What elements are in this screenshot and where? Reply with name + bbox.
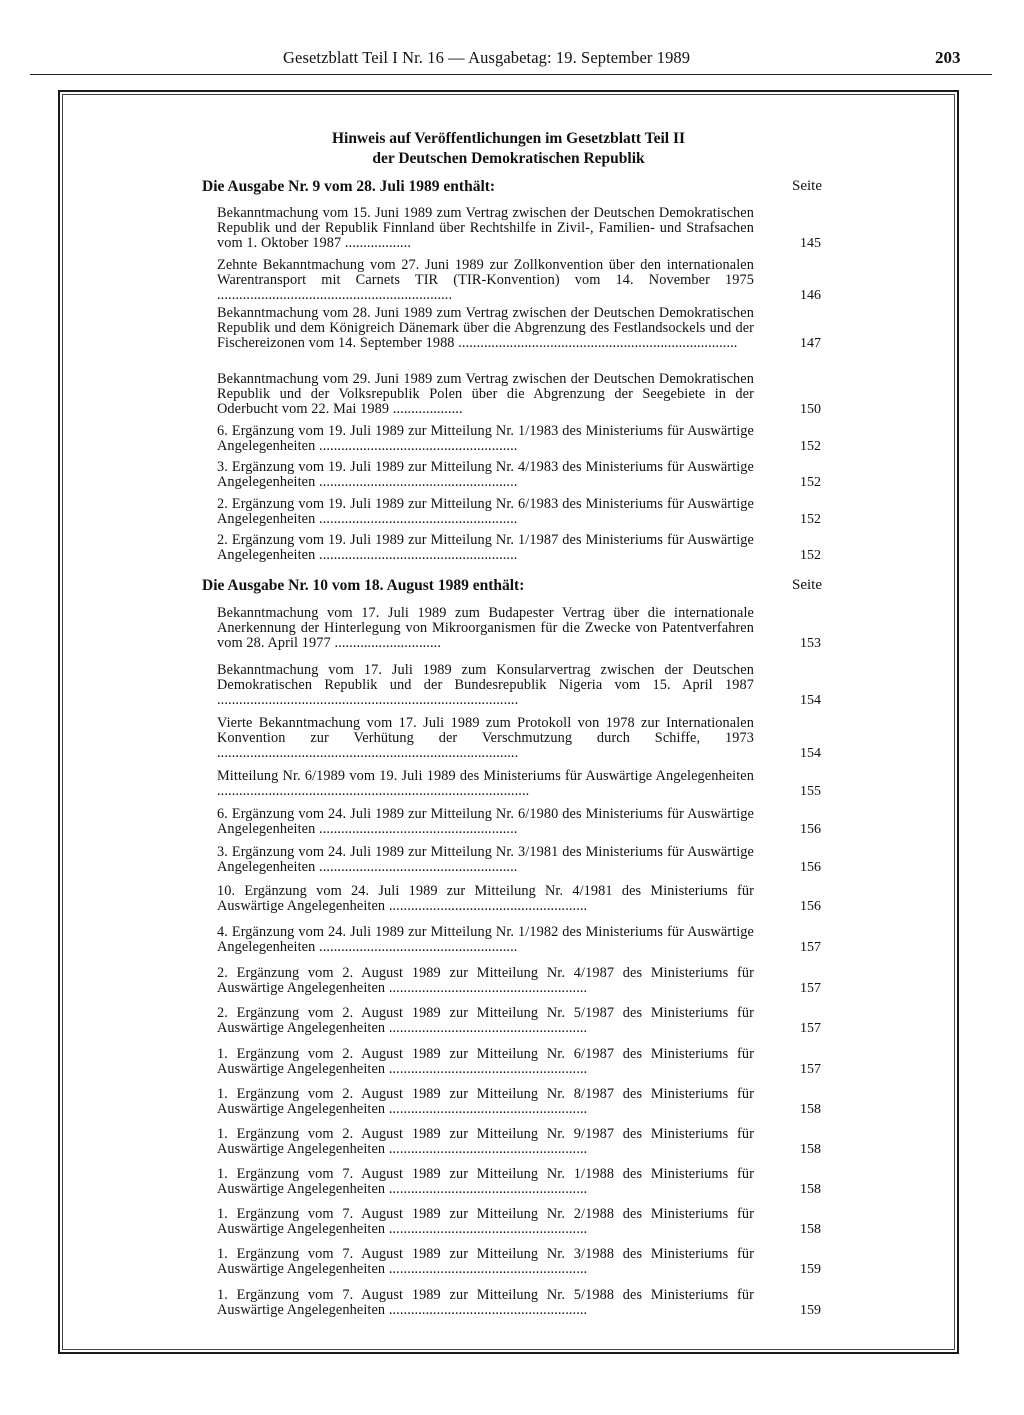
entry-text: 1. Ergänzung vom 7. August 1989 zur Mitteilung Nr. 1/1988 des Ministeriums für Auswärtige Angelegenheiten ...................................................... bbox=[217, 1166, 754, 1198]
list-item bbox=[217, 1047, 825, 1077]
entry-text: 2. Ergänzung vom 19. Juli 1989 zur Mitteilung Nr. 6/1983 des Ministeriums für Auswärtige Angelegenheiten ...................................................... bbox=[217, 496, 754, 528]
entry-page: 152 bbox=[800, 439, 821, 455]
issue-heading-text: Die Ausgabe Nr. 10 vom 18. August 1989 enthält: bbox=[202, 577, 525, 594]
entry-page: 153 bbox=[800, 636, 821, 652]
list-item bbox=[217, 258, 825, 304]
page-column-label: Seite bbox=[792, 577, 822, 593]
list-item bbox=[217, 966, 825, 996]
entry-page: 156 bbox=[800, 822, 821, 838]
notice-title: Hinweis auf Veröffentlichungen im Gesetzblatt Teil II bbox=[331, 130, 686, 147]
entry-page: 158 bbox=[800, 1182, 821, 1198]
list-item bbox=[217, 306, 825, 352]
list-item bbox=[217, 925, 825, 955]
entry-text: 1. Ergänzung vom 2. August 1989 zur Mitteilung Nr. 9/1987 des Ministeriums für Auswärtige Angelegenheiten ...................................................... bbox=[217, 1126, 754, 1158]
list-item bbox=[217, 884, 825, 914]
entry-page: 156 bbox=[800, 860, 821, 876]
entry-page: 152 bbox=[800, 475, 821, 491]
entry-text: 2. Ergänzung vom 19. Juli 1989 zur Mitteilung Nr. 1/1987 des Ministeriums für Auswärtige Angelegenheiten ...................................................... bbox=[217, 532, 754, 564]
list-item bbox=[217, 1288, 825, 1318]
list-item bbox=[217, 663, 825, 709]
list-item bbox=[217, 424, 825, 454]
entry-text: Vierte Bekanntmachung vom 17. Juli 1989 zum Protokoll von 1978 zur Internationalen Konvention zur Verhütung der Verschmutzung durch Schiffe, 1973 .................................................................................. bbox=[217, 715, 754, 762]
issue-heading-text: Die Ausgabe Nr. 9 vom 28. Juli 1989 enthält: bbox=[202, 178, 496, 195]
list-item bbox=[217, 533, 825, 563]
list-item bbox=[217, 1127, 825, 1157]
entry-page: 154 bbox=[800, 746, 821, 762]
entry-page: 157 bbox=[800, 981, 821, 997]
entry-page: 152 bbox=[800, 548, 821, 564]
page-column-label: Seite bbox=[792, 178, 822, 194]
entry-page: 145 bbox=[800, 236, 821, 252]
entry-text: 1. Ergänzung vom 2. August 1989 zur Mitteilung Nr. 6/1987 des Ministeriums für Auswärtige Angelegenheiten ...................................................... bbox=[217, 1046, 754, 1078]
issue-heading bbox=[202, 577, 822, 597]
entry-text: 10. Ergänzung vom 24. Juli 1989 zur Mitteilung Nr. 4/1981 des Ministeriums für Auswärtige Angelegenheiten ...................................................... bbox=[217, 883, 754, 915]
entry-page: 154 bbox=[800, 693, 821, 709]
list-item bbox=[217, 1167, 825, 1197]
entry-text: 3. Ergänzung vom 24. Juli 1989 zur Mitteilung Nr. 3/1981 des Ministeriums für Auswärtige Angelegenheiten ...................................................... bbox=[217, 844, 754, 876]
entry-text: 1. Ergänzung vom 7. August 1989 zur Mitteilung Nr. 3/1988 des Ministeriums für Auswärtige Angelegenheiten ...................................................... bbox=[217, 1246, 754, 1278]
entry-page: 158 bbox=[800, 1142, 821, 1158]
list-item bbox=[217, 1247, 825, 1277]
entry-text: 1. Ergänzung vom 7. August 1989 zur Mitteilung Nr. 5/1988 des Ministeriums für Auswärtige Angelegenheiten ...................................................... bbox=[217, 1287, 754, 1319]
entry-text: Bekanntmachung vom 17. Juli 1989 zum Konsularvertrag zwischen der Deutschen Demokratischen Republik und der Bundesrepublik Nigeria vom 15. April 1987 .................................................................................. bbox=[217, 662, 754, 709]
list-item bbox=[217, 807, 825, 837]
list-item bbox=[217, 372, 825, 418]
entry-text: 1. Ergänzung vom 7. August 1989 zur Mitteilung Nr. 2/1988 des Ministeriums für Auswärtige Angelegenheiten ...................................................... bbox=[217, 1206, 754, 1238]
list-item bbox=[217, 1087, 825, 1117]
notice-subtitle: der Deutschen Demokratischen Republik bbox=[372, 150, 645, 167]
entry-page: 152 bbox=[800, 512, 821, 528]
header-rule bbox=[30, 74, 992, 75]
entry-page: 158 bbox=[800, 1222, 821, 1238]
entry-text: Mitteilung Nr. 6/1989 vom 19. Juli 1989 des Ministeriums für Auswärtige Angelegenheiten ..................................................................................... bbox=[217, 768, 754, 800]
entry-page: 157 bbox=[800, 1021, 821, 1037]
list-item bbox=[217, 1207, 825, 1237]
list-item bbox=[217, 845, 825, 875]
issue-heading bbox=[202, 178, 822, 198]
entry-page: 146 bbox=[800, 288, 821, 304]
entry-text: Zehnte Bekanntmachung vom 27. Juni 1989 zur Zollkonvention über den internationalen Warentransport mit Carnets TIR (TIR-Konvention) vom 14. November 1975 ................................................................ bbox=[217, 257, 754, 304]
entry-text: Bekanntmachung vom 29. Juni 1989 zum Vertrag zwischen der Deutschen Demokratischen Republik und der Volksrepublik Polen über die Abgrenzung der Seegebiete in der Oderbucht vom 22. Mai 1989 ................... bbox=[217, 371, 754, 418]
entry-text: Bekanntmachung vom 15. Juni 1989 zum Vertrag zwischen der Deutschen Demokratischen Republik und der Republik Finnland über Rechtshilfe in Zivil-, Familien- und Strafsachen vom 1. Oktober 1987 .................. bbox=[217, 205, 754, 252]
entry-page: 155 bbox=[800, 784, 821, 800]
entry-text: 4. Ergänzung vom 24. Juli 1989 zur Mitteilung Nr. 1/1982 des Ministeriums für Auswärtige Angelegenheiten ...................................................... bbox=[217, 924, 754, 956]
running-title: Gesetzblatt Teil I Nr. 16 — Ausgabetag: 19. September 1989 bbox=[283, 48, 691, 67]
entry-page: 157 bbox=[800, 1062, 821, 1078]
entry-page: 159 bbox=[800, 1262, 821, 1278]
entry-page: 147 bbox=[800, 336, 821, 352]
entry-text: 2. Ergänzung vom 2. August 1989 zur Mitteilung Nr. 5/1987 des Ministeriums für Auswärtige Angelegenheiten ...................................................... bbox=[217, 1005, 754, 1037]
entry-text: Bekanntmachung vom 28. Juni 1989 zum Vertrag zwischen der Deutschen Demokratischen Republik und dem Königreich Dänemark über die Abgrenzung des Festlandsockels und der Fischereizonen vom 14. September 1988 ............................................................................ bbox=[217, 305, 754, 352]
page-number: 203 bbox=[935, 48, 961, 67]
list-item bbox=[217, 716, 825, 762]
entry-text: 6. Ergänzung vom 19. Juli 1989 zur Mitteilung Nr. 1/1983 des Ministeriums für Auswärtige Angelegenheiten ...................................................... bbox=[217, 423, 754, 455]
list-item bbox=[217, 1006, 825, 1036]
entry-page: 158 bbox=[800, 1102, 821, 1118]
list-item bbox=[217, 460, 825, 490]
entry-page: 159 bbox=[800, 1303, 821, 1319]
running-header bbox=[0, 48, 1024, 72]
list-item bbox=[217, 206, 825, 252]
entry-page: 156 bbox=[800, 899, 821, 915]
entry-page: 157 bbox=[800, 940, 821, 956]
entry-text: 2. Ergänzung vom 2. August 1989 zur Mitteilung Nr. 4/1987 des Ministeriums für Auswärtige Angelegenheiten ...................................................... bbox=[217, 965, 754, 997]
list-item bbox=[217, 606, 825, 652]
entry-text: 3. Ergänzung vom 19. Juli 1989 zur Mitteilung Nr. 4/1983 des Ministeriums für Auswärtige Angelegenheiten ...................................................... bbox=[217, 459, 754, 491]
list-item bbox=[217, 769, 825, 799]
entry-page: 150 bbox=[800, 402, 821, 418]
entry-text: 6. Ergänzung vom 24. Juli 1989 zur Mitteilung Nr. 6/1980 des Ministeriums für Auswärtige Angelegenheiten ...................................................... bbox=[217, 806, 754, 838]
list-item bbox=[217, 497, 825, 527]
entry-text: 1. Ergänzung vom 2. August 1989 zur Mitteilung Nr. 8/1987 des Ministeriums für Auswärtige Angelegenheiten ...................................................... bbox=[217, 1086, 754, 1118]
entry-text: Bekanntmachung vom 17. Juli 1989 zum Budapester Vertrag über die internationale Anerkennung der Hinterlegung von Mikroorganismen für die Zwecke von Patentverfahren vom 28. April 1977 ............................. bbox=[217, 605, 754, 652]
